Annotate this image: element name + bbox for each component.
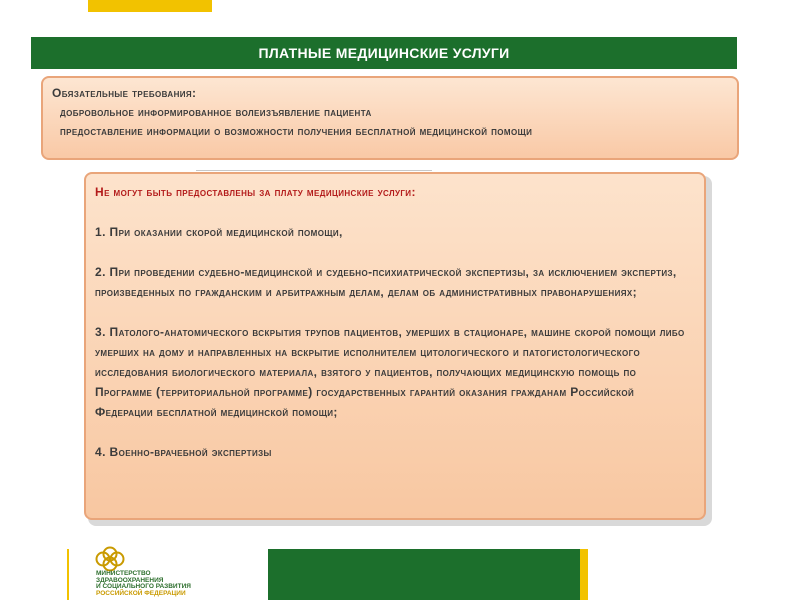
restriction-item: 2. При проведении судебно-медицинской и судебно-психиатрической экспертизы, за исключением экспертиз, произведенных по гражданским и арбитражным делам, делам об административных правонарушениях;: [95, 265, 677, 299]
logo-text: [96, 571, 191, 597]
requirements-item: добровольное информированное волеизъявление пациента: [60, 105, 372, 119]
logo-line: И СОЦИАЛЬНОГО РАЗВИТИЯ: [96, 583, 191, 590]
requirements-heading: Обязательные требования:: [52, 86, 197, 100]
page-title-bar: [31, 37, 737, 69]
restriction-item: 3. Патолого-анатомического вскрытия трупов пациентов, умерших в стационаре, машине скорой помощи либо умерших на дому и направленных на вскрытие исполнителем цитологического и патогистологического исследования биологического материала, взятого у пациентов, получающих медицинскую помощь по Программе (территориальной программе) государственных гарантий оказания гражданам Российской Федерации бесплатной медицинской помощи;: [95, 325, 685, 419]
page-title: ПЛАТНЫЕ МЕДИЦИНСКИЕ УСЛУГИ: [258, 45, 510, 61]
divider-line: [196, 170, 432, 171]
ministry-logo: [90, 546, 270, 600]
footer-green-block: [268, 549, 580, 600]
ministry-emblem-icon: [90, 546, 130, 572]
footer-accent-line: [67, 549, 69, 600]
restrictions-box: [84, 172, 706, 520]
footer-yellow-strip: [580, 549, 588, 600]
requirements-box: [41, 76, 739, 160]
logo-line: ЗДРАВООХРАНЕНИЯ: [96, 576, 164, 584]
requirements-item: предоставление информации о возможности получения бесплатной медицинской помощи: [60, 124, 533, 138]
restrictions-heading: Не могут быть предоставлены за плату медицинские услуги:: [95, 185, 416, 199]
logo-line: РОССИЙСКОЙ ФЕДЕРАЦИИ: [96, 589, 186, 597]
logo-line: МИНИСТЕРСТВО: [96, 570, 151, 577]
restriction-item: 4. Военно-врачебной экспертизы: [95, 445, 272, 459]
restriction-item: 1. При оказании скорой медицинской помощи,: [95, 225, 343, 239]
top-accent-bar: [88, 0, 212, 12]
